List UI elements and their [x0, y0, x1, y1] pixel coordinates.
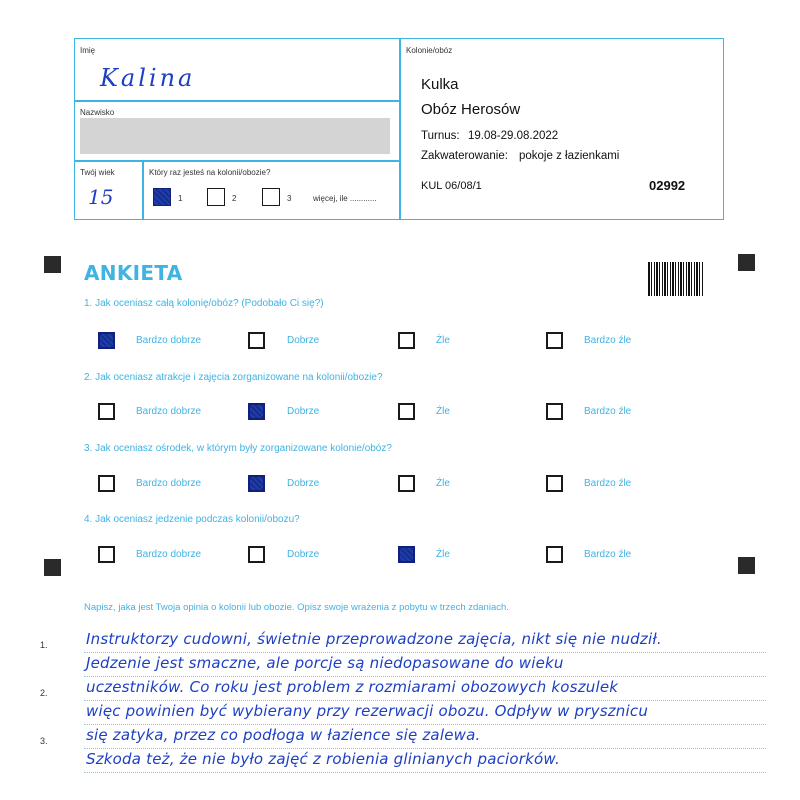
opinion-prompt: Napisz, jaka jest Twoja opinia o kolonii lub obozie. Opisz swoje wrażenia z pobytu w trzech zdaniach. — [84, 602, 509, 613]
q3-label-zle: Źle — [436, 478, 450, 489]
handwritten-line-6[interactable]: Szkoda też, że nie było zajęć z robienia glinianych paciorków. — [86, 750, 560, 768]
q1-checkbox-zle[interactable] — [398, 332, 415, 349]
q3-checkbox-bardzo-zle[interactable] — [546, 475, 563, 492]
header-line-2 — [74, 160, 400, 162]
q4-label-bardzo-zle: Bardzo źle — [584, 549, 632, 560]
line-number-1: 1. — [40, 640, 48, 650]
camp-code: KUL 06/08/1 — [421, 180, 482, 192]
times-option-2: 2 — [232, 194, 237, 203]
q2-checkbox-dobrze[interactable] — [248, 403, 265, 420]
accommodation-label: Zakwaterowanie: — [421, 150, 508, 162]
times-checkbox-3[interactable] — [262, 188, 280, 206]
q2-checkbox-bardzo-zle[interactable] — [546, 403, 563, 420]
times-more: więcej, ile ............ — [313, 194, 377, 203]
registration-marker-bottom-left — [44, 559, 61, 576]
registration-marker-bottom-right — [738, 557, 755, 574]
q3-checkbox-zle[interactable] — [398, 475, 415, 492]
camp-title: Obóz Herosów — [421, 101, 521, 118]
q3-checkbox-bardzo-dobrze[interactable] — [98, 475, 115, 492]
writing-line — [84, 652, 766, 653]
question-4: 4. Jak oceniasz jedzenie podczas kolonii/obozu? — [84, 514, 300, 525]
q2-checkbox-bardzo-dobrze[interactable] — [98, 403, 115, 420]
times-option-3: 3 — [287, 194, 292, 203]
q4-label-zle: Źle — [436, 549, 450, 560]
q4-checkbox-bardzo-zle[interactable] — [546, 546, 563, 563]
age-label: Twój wiek — [80, 168, 115, 177]
q3-label-bardzo-dobrze: Bardzo dobrze — [136, 478, 202, 489]
q2-label-dobrze: Dobrze — [287, 406, 320, 417]
age-value[interactable]: 15 — [88, 185, 114, 209]
line-number-2: 2. — [40, 688, 48, 698]
q1-checkbox-bardzo-dobrze[interactable] — [98, 332, 115, 349]
times-label: Który raz jesteś na kolonii/obozie? — [149, 168, 271, 177]
question-2: 2. Jak oceniasz atrakcje i zajęcia zorganizowane na kolonii/obozie? — [84, 372, 383, 383]
writing-line — [84, 724, 766, 725]
line-number-3: 3. — [40, 736, 48, 746]
q1-label-bardzo-zle: Bardzo źle — [584, 335, 632, 346]
handwritten-line-3[interactable]: uczestników. Co roku jest problem z rozmiarami obozowych koszulek — [86, 678, 619, 696]
q4-checkbox-dobrze[interactable] — [248, 546, 265, 563]
turnus-value: 19.08-29.08.2022 — [468, 130, 559, 142]
times-checkbox-1[interactable] — [153, 188, 171, 206]
q4-checkbox-bardzo-dobrze[interactable] — [98, 546, 115, 563]
header-line-3 — [142, 160, 144, 220]
q2-checkbox-zle[interactable] — [398, 403, 415, 420]
q1-label-bardzo-dobrze: Bardzo dobrze — [136, 335, 202, 346]
registration-marker-top-right — [738, 254, 755, 271]
q4-label-bardzo-dobrze: Bardzo dobrze — [136, 549, 202, 560]
writing-line — [84, 748, 766, 749]
q2-label-bardzo-dobrze: Bardzo dobrze — [136, 406, 202, 417]
q1-label-zle: Źle — [436, 335, 450, 346]
q3-checkbox-dobrze[interactable] — [248, 475, 265, 492]
handwritten-line-2[interactable]: Jedzenie jest smaczne, ale porcje są niedopasowane do wieku — [86, 654, 564, 672]
q2-label-zle: Źle — [436, 406, 450, 417]
q3-label-dobrze: Dobrze — [287, 478, 320, 489]
writing-line — [84, 772, 766, 773]
writing-line — [84, 700, 766, 701]
q4-checkbox-zle[interactable] — [398, 546, 415, 563]
surname-redacted — [80, 118, 390, 154]
header-divider — [399, 38, 401, 220]
q1-checkbox-bardzo-zle[interactable] — [546, 332, 563, 349]
header-line-1 — [74, 100, 400, 102]
q1-checkbox-dobrze[interactable] — [248, 332, 265, 349]
handwritten-line-5[interactable]: się zatyka, przez co podłoga w łazience się zalewa. — [86, 726, 481, 744]
handwritten-line-4[interactable]: więc powinien być wybierany przy rezerwacji obozu. Odpływ w prysznicu — [86, 702, 649, 720]
camp-name: Kulka — [421, 76, 459, 93]
surname-label: Nazwisko — [80, 108, 115, 117]
name-label: Imię — [80, 46, 96, 55]
question-3: 3. Jak oceniasz ośrodek, w którym były zorganizowane kolonie/obóz? — [84, 443, 392, 454]
q2-label-bardzo-zle: Bardzo źle — [584, 406, 632, 417]
camp-label: Kolonie/obóz — [406, 46, 453, 55]
registration-marker-top-left — [44, 256, 61, 273]
turnus-label: Turnus: — [421, 130, 460, 142]
handwritten-line-1[interactable]: Instruktorzy cudowni, świetnie przeprowadzone zajęcia, nikt się nie nudził. — [86, 630, 662, 648]
question-1: 1. Jak oceniasz całą kolonię/obóz? (Podobało Ci się?) — [84, 298, 324, 309]
accommodation-value: pokoje z łazienkami — [519, 150, 620, 162]
name-value[interactable]: Kalina — [100, 64, 196, 92]
barcode — [648, 262, 704, 296]
q1-label-dobrze: Dobrze — [287, 335, 320, 346]
q4-label-dobrze: Dobrze — [287, 549, 320, 560]
form-number: 02992 — [649, 178, 686, 193]
q3-label-bardzo-zle: Bardzo źle — [584, 478, 632, 489]
survey-title: ANKIETA — [84, 261, 183, 285]
times-checkbox-2[interactable] — [207, 188, 225, 206]
writing-line — [84, 676, 766, 677]
times-option-1: 1 — [178, 194, 183, 203]
